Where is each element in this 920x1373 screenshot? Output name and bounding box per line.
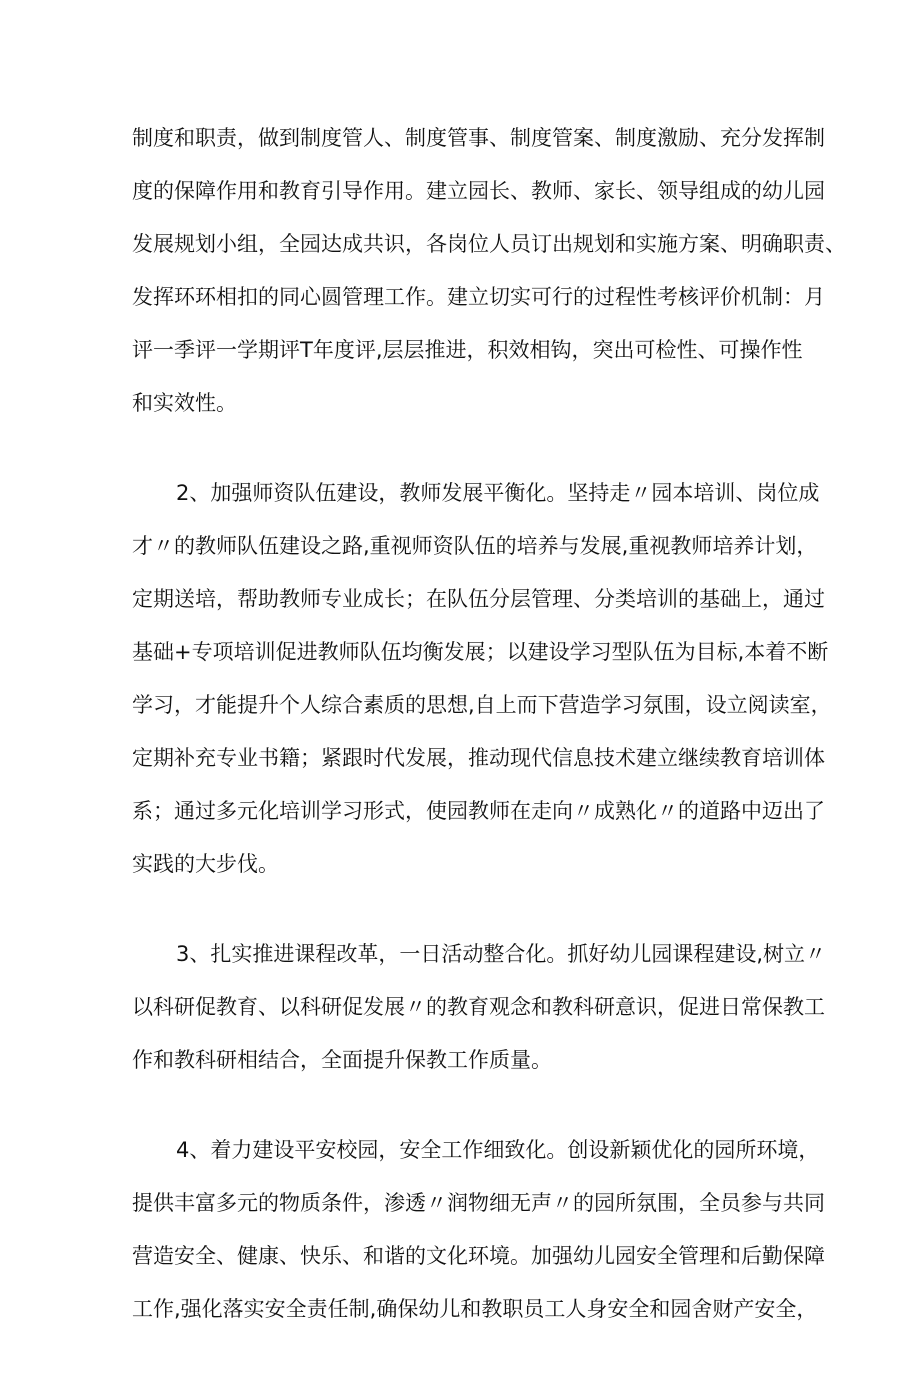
text-line: 系；通过多元化培训学习形式，使园教师在走向〃成熟化〃的道路中迈出了 xyxy=(132,799,825,823)
paragraph-1 xyxy=(132,112,846,430)
paragraph-3 xyxy=(132,928,827,1087)
text-line: 定期送培，帮助教师专业成长；在队伍分层管理、分类培训的基础上，通过 xyxy=(132,587,825,611)
text-line: 营造安全、健康、快乐、和谐的文化环境。加强幼儿园安全管理和后勤保障 xyxy=(132,1244,825,1268)
text-line: 作和教科研相结合，全面提升保教工作质量。 xyxy=(132,1048,552,1072)
text-line: 以科研促教育、以科研促发展〃的教育观念和教科研意识，促进日常保教工 xyxy=(132,995,825,1019)
text-line: 发挥环环相扣的同心圆管理工作。建立切实可行的过程性考核评价机制：月 xyxy=(132,285,825,309)
text-line: 和实效性。 xyxy=(132,391,237,415)
text-line: 基础+专项培训促进教师队伍均衡发展；以建设学习型队伍为目标,本着不断 xyxy=(132,640,829,664)
text-line: 评一季评一学期评T年度评,层层推进，积效相钩，突出可检性、可操作性 xyxy=(132,338,803,362)
text-line: 2、加强师资队伍建设，教师发展平衡化。坚持走〃园本培训、岗位成 xyxy=(176,481,820,505)
text-line: 发展规划小组，全园达成共识，各岗位人员订出规划和实施方案、明确职责、 xyxy=(132,232,846,256)
text-line: 实践的大步伐。 xyxy=(132,852,279,876)
text-line: 度的保障作用和教育引导作用。建立园长、教师、家长、领导组成的幼儿园 xyxy=(132,179,825,203)
text-line: 才〃的教师队伍建设之路,重视师资队伍的培养与发展,重视教师培养计划， xyxy=(132,534,818,558)
text-line: 4、着力建设平安校园，安全工作细致化。创设新颖优化的园所环境， xyxy=(176,1138,820,1162)
text-line: 3、扎实推进课程改革，一日活动整合化。抓好幼儿园课程建设,树立〃 xyxy=(176,942,827,966)
paragraph-2 xyxy=(132,467,832,891)
text-line: 学习，才能提升个人综合素质的思想,自上而下营造学习氛围，设立阅读室， xyxy=(132,693,832,717)
text-line: 工作,强化落实安全责任制,确保幼儿和教职员工人身安全和园舍财产安全， xyxy=(132,1297,818,1321)
text-line: 制度和职责，做到制度管人、制度管事、制度管案、制度激励、充分发挥制 xyxy=(132,126,825,150)
text-line: 定期补充专业书籍；紧跟时代发展，推动现代信息技术建立继续教育培训体 xyxy=(132,746,825,770)
document-body xyxy=(132,112,846,1373)
paragraph-4 xyxy=(132,1124,825,1336)
text-line: 提供丰富多元的物质条件，渗透〃润物细无声〃的园所氛围，全员参与共同 xyxy=(132,1191,825,1215)
